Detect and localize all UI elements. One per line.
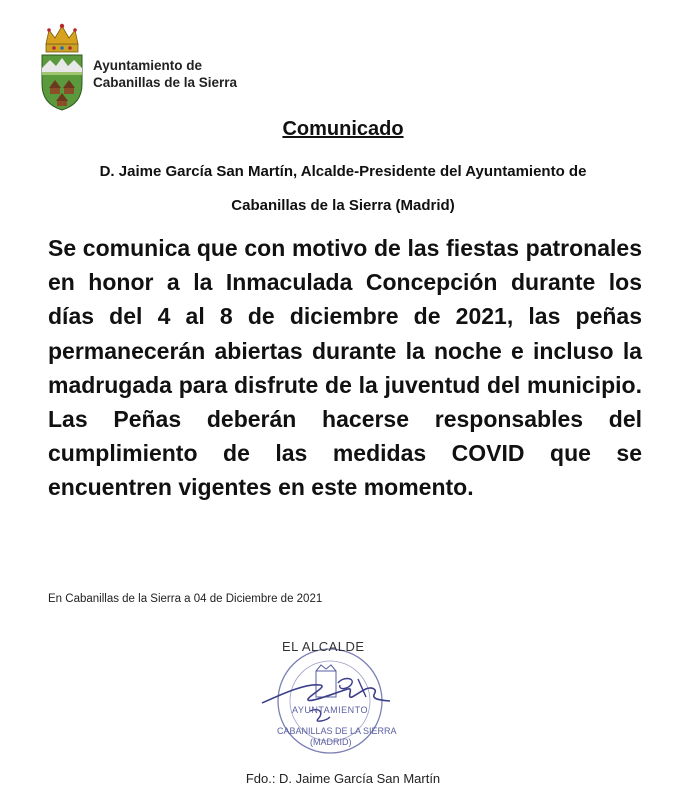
mayor-seal [250, 633, 410, 758]
organization-name [93, 57, 237, 91]
issuer-line-1: D. Jaime García San Martín, Alcalde-Presidente del Ayuntamiento de [99, 163, 587, 180]
announcement-body: Se comunica que con motivo de las fiestas patronales en honor a la Inmaculada Concepción durante los días del 4 al 8 de diciembre de 2021, las peñas permanecerán abiertas durante la noche e incluso la madrugada para disfrute de la juventud del municipio. Las Peñas deberán hacerse responsables del cumplimiento de las medidas COVID que se encuentren vigentes en este momento. [48, 235, 642, 501]
seal-title: EL ALCALDE [282, 639, 365, 654]
signature-line: Fdo.: D. Jaime García San Martín [245, 771, 441, 786]
document-title: Comunicado [282, 118, 404, 140]
org-line-2: Cabanillas de la Sierra [93, 75, 238, 90]
org-line-1: Ayuntamiento de [93, 58, 203, 73]
seal-ayuntamiento-text: AYUNTAMIENTO [292, 705, 369, 715]
seal-town-text: CABANILLAS DE LA SIERRA [277, 726, 397, 736]
coat-of-arms-icon [40, 22, 84, 112]
issuer-line-2: Cabanillas de la Sierra (Madrid) [231, 197, 455, 214]
seal-region-text: (MADRID) [310, 737, 352, 747]
letterhead [40, 22, 360, 114]
place-date-line: En Cabanillas de la Sierra a 04 de Diciembre de 2021 [48, 593, 323, 605]
